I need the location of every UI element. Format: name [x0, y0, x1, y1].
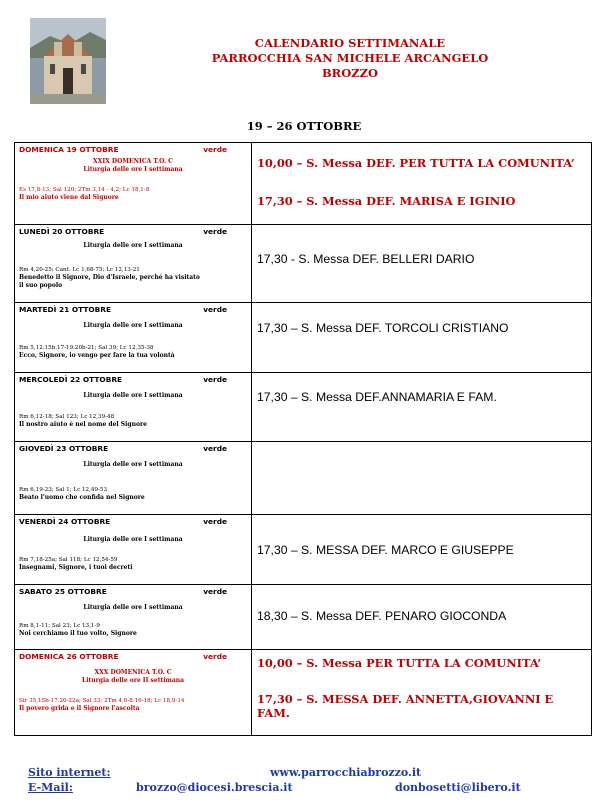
day-heading: [15, 442, 251, 453]
liturgical-sunday: XXIX DOMENICA T.O. C: [93, 158, 173, 165]
day-info: [15, 225, 252, 303]
readings: Sir 35,15b-17.20-22a; Sal 33; 2Tm 4,6-8.16-18; Lc 18,9-14: [19, 698, 185, 704]
day-label: VENERDÌ 24 OTTOBRE: [19, 517, 111, 526]
readings: Rm 6,19-23; Sal 1; Lc 12,49-53: [19, 487, 108, 493]
liturgical-color: verde: [203, 444, 227, 453]
psalm-response: Ecco, Signore, io vengo per fare la tua volontà: [19, 352, 175, 359]
psalm-response: Il povero grida e il Signore l'ascolta: [19, 705, 140, 712]
day-label: SABATO 25 OTTOBRE: [19, 587, 107, 596]
mass-info: [252, 143, 592, 225]
mass-entry: 17,30 - S. Messa DEF. BELLERI DARIO: [257, 252, 475, 266]
liturgical-color: verde: [203, 375, 227, 384]
weekly-calendar-table: [14, 142, 592, 736]
liturgy-hours: Liturgia delle ore I settimana: [83, 322, 183, 329]
liturgy-hours: Liturgia delle ore I settimana: [83, 604, 183, 611]
day-heading: [15, 225, 251, 236]
church-photo: [30, 18, 106, 104]
table-row: [15, 373, 592, 442]
table-row: [15, 585, 592, 650]
day-info: [15, 143, 252, 225]
calendar-header: [150, 36, 550, 81]
day-label: MERCOLEDÌ 22 OTTOBRE: [19, 375, 123, 384]
readings: Rm 6,12-18; Sal 123; Lc 12,39-48: [19, 414, 115, 420]
table-row: [15, 515, 592, 585]
psalm-response: Noi cerchiamo il tuo volto, Signore: [19, 630, 137, 637]
day-label: DOMENICA 19 OTTOBRE: [19, 145, 119, 154]
liturgy-hours: Liturgia delle ore I settimana: [83, 536, 183, 543]
mass-entry: 17,30 – S. Messa DEF. TORCOLI CRISTIANO: [257, 321, 509, 335]
mass-info: [252, 373, 592, 442]
liturgy-hours: Liturgia delle ore I settimana: [83, 392, 183, 399]
day-heading: [15, 515, 251, 526]
day-info: [15, 373, 252, 442]
liturgical-sunday: XXX DOMENICA T.O. C: [94, 669, 172, 676]
email-link-priest[interactable]: donbosetti@libero.it: [395, 781, 521, 794]
day-heading: [15, 650, 251, 661]
day-info: [15, 442, 252, 515]
day-info: [15, 650, 252, 736]
liturgy-hours: Liturgia delle ore II settimana: [82, 677, 184, 684]
liturgical-color: verde: [203, 652, 227, 661]
mass-info: [252, 225, 592, 303]
header-parish: PARROCCHIA SAN MICHELE ARCANGELO: [211, 51, 489, 65]
day-label: GIOVEDÌ 23 OTTOBRE: [19, 444, 109, 453]
table-row: [15, 650, 592, 736]
website-label: Sito internet:: [28, 766, 111, 779]
website-link[interactable]: www.parrocchiabrozzo.it: [270, 766, 422, 779]
table-row: [15, 442, 592, 515]
psalm-response-cont: il suo popolo: [19, 282, 63, 289]
mass-info: [252, 442, 592, 515]
mass-entry: 17,30 – S. MESSA DEF. ANNETTA,GIOVANNI E FAM.: [257, 692, 554, 720]
readings: Rm 8,1-11; Sal 23; Lc 13,1-9: [19, 623, 100, 629]
readings: Rm 5,12.15b.17-19.20b-21; Sal 39; Lc 12,35-38: [19, 345, 154, 351]
psalm-response: Il mio aiuto viene dal Signore: [19, 194, 119, 201]
liturgical-color: verde: [203, 587, 227, 596]
mass-info: [252, 585, 592, 650]
day-heading: [15, 373, 251, 384]
day-info: [15, 585, 252, 650]
header-town: BROZZO: [321, 66, 379, 80]
table-row: [15, 303, 592, 373]
table-row: [15, 143, 592, 225]
psalm-response: Insegnami, Signore, i tuoi decreti: [19, 564, 133, 571]
liturgy-hours: Liturgia delle ore I settimana: [83, 461, 183, 468]
mass-entry: 17,30 – S. Messa DEF. MARISA E IGINIO: [257, 194, 516, 208]
mass-info: [252, 515, 592, 585]
day-info: [15, 303, 252, 373]
readings: Es 17,8-13; Sal 120; 2Tm 3,14 - 4,2; Lc 18,1-8: [19, 187, 150, 193]
email-label: E-Mail:: [28, 781, 73, 794]
day-info: [15, 515, 252, 585]
liturgy-hours: Liturgia delle ore I settimana: [83, 242, 183, 249]
liturgical-color: verde: [203, 305, 227, 314]
readings: Rm 4,20-25; Cant. Lc 1,68-75; Lc 12,13-21: [19, 267, 140, 273]
mass-entry: 17,30 – S. Messa DEF.ANNAMARIA E FAM.: [257, 390, 497, 404]
day-label: MARTEDÌ 21 OTTOBRE: [19, 305, 112, 314]
day-label: LUNEDÌ 20 OTTOBRE: [19, 227, 105, 236]
table-row: [15, 225, 592, 303]
day-label: DOMENICA 26 OTTOBRE: [19, 652, 119, 661]
psalm-response: Beato l'uomo che confida nel Signore: [19, 494, 145, 501]
mass-entry: 10,00 – S. Messa PER TUTTA LA COMUNITA’: [257, 656, 542, 670]
day-heading: [15, 303, 251, 314]
psalm-response: Benedetto il Signore, Dio d'Israele, perché ha visitato: [19, 274, 200, 281]
liturgy-hours: Liturgia delle ore I settimana: [83, 166, 183, 173]
email-link-diocese[interactable]: brozzo@diocesi.brescia.it: [136, 781, 293, 794]
mass-info: [252, 650, 592, 736]
mass-entry: 17,30 – S. MESSA DEF. MARCO E GIUSEPPE: [257, 543, 514, 557]
psalm-response: Il nostro aiuto è nel nome del Signore: [19, 421, 147, 428]
week-range: 19 – 26 OTTOBRE: [246, 119, 362, 133]
day-heading: [15, 585, 251, 596]
mass-entry: 10,00 – S. Messa DEF. PER TUTTA LA COMUNITA’: [257, 156, 575, 170]
liturgical-color: verde: [203, 227, 227, 236]
header-title: CALENDARIO SETTIMANALE: [254, 36, 446, 50]
day-heading: [15, 143, 251, 154]
readings: Rm 7,18-25a; Sal 118; Lc 12,54-59: [19, 557, 118, 563]
liturgical-color: verde: [203, 517, 227, 526]
liturgical-color: verde: [203, 145, 227, 154]
mass-entry: 18,30 – S. Messa DEF. PENARO GIOCONDA: [257, 609, 507, 623]
mass-info: [252, 303, 592, 373]
